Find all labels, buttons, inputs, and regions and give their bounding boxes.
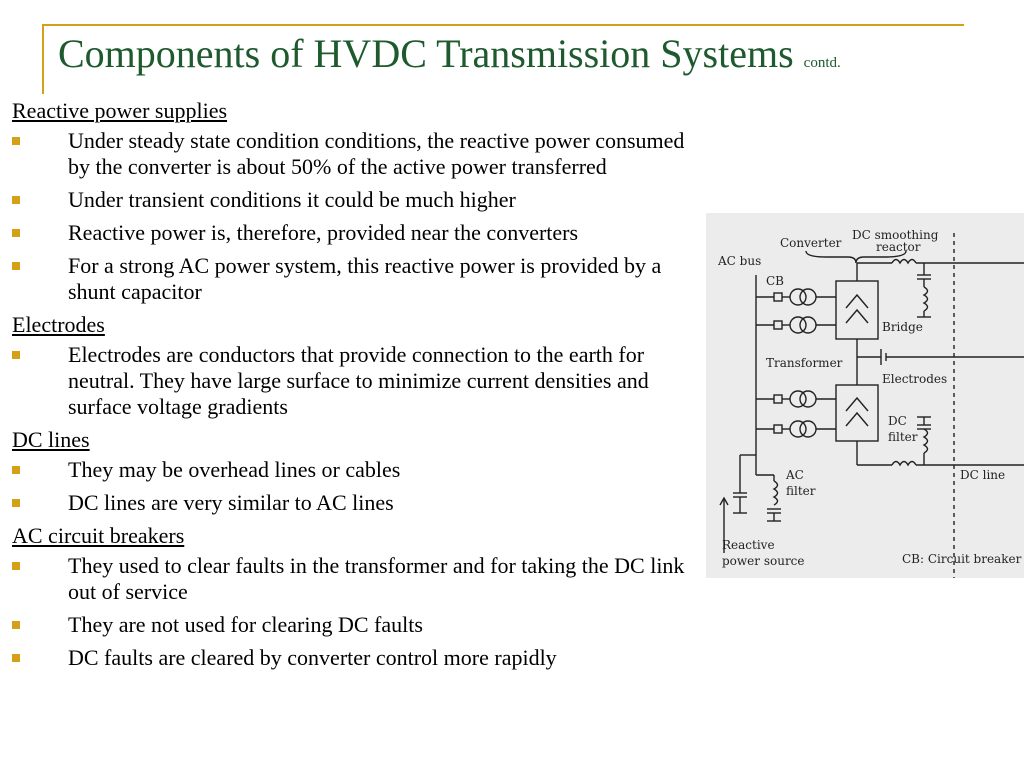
bullet-item [12, 253, 702, 305]
label-reactor: reactor [876, 240, 921, 254]
section-reactive-power [12, 98, 702, 305]
bullet-text: They are not used for clearing DC faults [68, 612, 423, 637]
bullet-text: For a strong AC power system, this reactive power is provided by a shunt capacitor [68, 253, 662, 304]
transformer-icon [790, 421, 806, 437]
circuit-breaker-icon [774, 321, 782, 329]
bullet-item [12, 490, 702, 516]
bullet-text: They may be overhead lines or cables [68, 457, 401, 482]
bullet-square-icon [12, 137, 20, 145]
bullet-item [12, 187, 702, 213]
bullet-item [12, 342, 702, 420]
label-dc-filter-2: filter [888, 430, 918, 444]
label-cb: CB [766, 274, 784, 288]
label-transformer: Transformer [766, 356, 843, 370]
bullet-text: They used to clear faults in the transformer and for taking the DC link out of service [68, 553, 685, 604]
bullet-item [12, 612, 702, 638]
section-ac-circuit-breakers [12, 523, 702, 671]
label-ac-filter-1: AC [786, 468, 804, 482]
bullet-square-icon [12, 621, 20, 629]
smoothing-reactor-icon [892, 462, 916, 466]
bullet-square-icon [12, 351, 20, 359]
bullet-square-icon [12, 262, 20, 270]
bullet-text: Under transient conditions it could be much higher [68, 187, 516, 212]
bullet-text: Reactive power is, therefore, provided near the converters [68, 220, 579, 245]
slide-content [12, 98, 702, 678]
smoothing-reactor-icon [892, 260, 916, 264]
label-reactive: Reactive [722, 538, 775, 552]
section-electrodes [12, 312, 702, 420]
bullet-list [12, 553, 702, 671]
section-heading: AC circuit breakers [12, 523, 185, 548]
bullet-text: DC faults are cleared by converter control more rapidly [68, 645, 557, 670]
slide-title [58, 30, 841, 87]
transformer-icon [790, 317, 806, 333]
bullet-square-icon [12, 654, 20, 662]
title-rule-vertical [42, 24, 44, 94]
dc-filter-icon [924, 287, 928, 311]
label-converter: Converter [780, 236, 842, 250]
bullet-text: Under steady state condition conditions, the reactive power consumed by the converter is about 50% of the active power transferred [68, 128, 685, 179]
title-rule-horizontal [42, 24, 964, 26]
bullet-list [12, 457, 702, 516]
bullet-item [12, 553, 702, 605]
slide-title-main: Components of HVDC Transmission Systems [58, 31, 794, 76]
bullet-list [12, 128, 702, 305]
transformer-icon [790, 289, 806, 305]
bullet-list [12, 342, 702, 420]
bullet-square-icon [12, 466, 20, 474]
bullet-item [12, 128, 702, 180]
bullet-square-icon [12, 229, 20, 237]
hvdc-schematic-figure [706, 213, 1024, 578]
bullet-item [12, 457, 702, 483]
bullet-square-icon [12, 562, 20, 570]
bullet-square-icon [12, 196, 20, 204]
bullet-text: Electrodes are conductors that provide connection to the earth for neutral. They have large surface to minimize current densities and surface voltage gradients [68, 342, 649, 419]
label-cb-legend: CB: Circuit breaker [902, 552, 1022, 566]
circuit-breaker-icon [774, 395, 782, 403]
label-power-source: power source [722, 554, 805, 568]
label-ac-filter-2: filter [786, 484, 816, 498]
hvdc-schematic-diagram [706, 213, 1024, 578]
label-ac-bus: AC bus [718, 254, 762, 268]
bullet-item [12, 220, 702, 246]
bullet-item [12, 645, 702, 671]
circuit-breaker-icon [774, 425, 782, 433]
circuit-breaker-icon [774, 293, 782, 301]
section-heading: Reactive power supplies [12, 98, 228, 123]
section-dc-lines [12, 427, 702, 516]
label-electrodes: Electrodes [882, 372, 948, 386]
bullet-square-icon [12, 499, 20, 507]
dc-filter-icon [924, 429, 928, 453]
bullet-text: DC lines are very similar to AC lines [68, 490, 394, 515]
label-dc-line: DC line [960, 468, 1006, 482]
ac-filter-icon [774, 481, 778, 505]
label-bridge: Bridge [882, 320, 923, 334]
transformer-icon [790, 391, 806, 407]
section-heading: DC lines [12, 427, 90, 452]
label-dc-smoothing: DC smoothing [852, 228, 939, 242]
section-heading: Electrodes [12, 312, 105, 337]
label-dc-filter-1: DC [888, 414, 907, 428]
slide-title-suffix: contd. [803, 55, 841, 71]
